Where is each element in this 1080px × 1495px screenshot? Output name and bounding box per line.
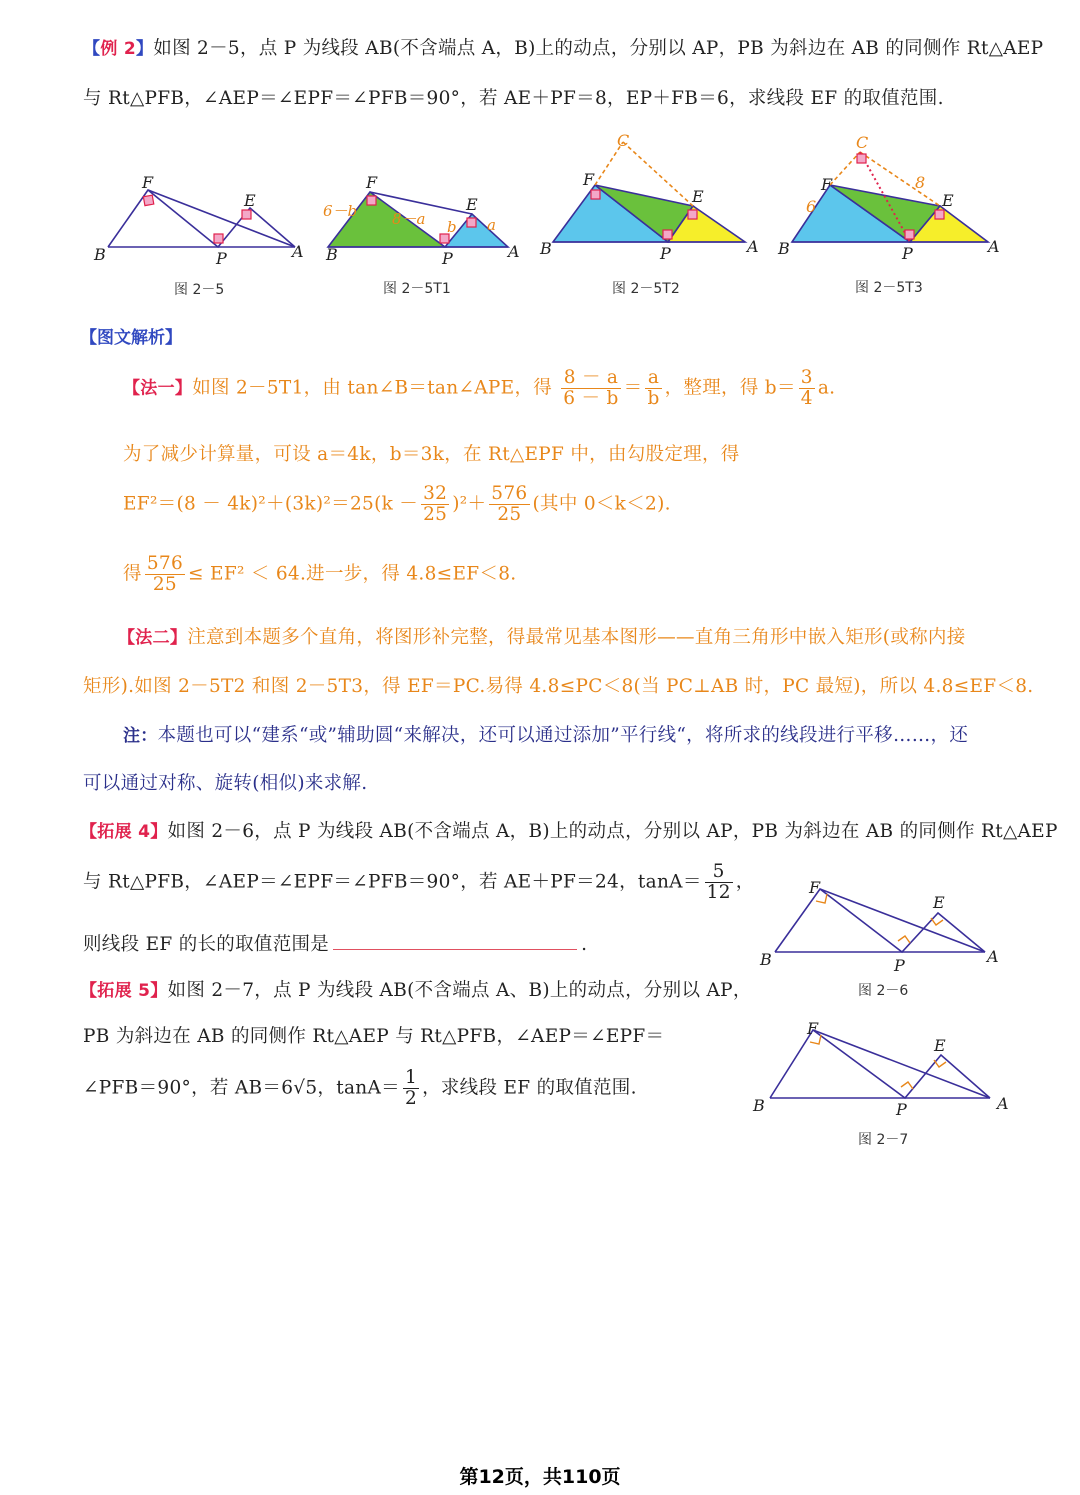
ext5-line2: PB 为斜边在 AB 的同侧作 Rt△AEP 与 Rt△PFB，∠AEP＝∠EPF＝ bbox=[83, 1026, 665, 1047]
fig4-label-a: A bbox=[988, 237, 1000, 256]
example2-tag: 【例 2】 bbox=[83, 39, 154, 59]
method1-line4: 得 $\frac{576}{25}$ ≤ EF² ＜ 64.进一步，得 4.8≤EF＜8. bbox=[123, 553, 517, 595]
method2-tag: 【法二】 bbox=[118, 628, 188, 648]
fig2-label-b-small: b bbox=[447, 218, 457, 236]
method2-line1: 【法二】注意到本题多个直角，将图形补完整，得最常见基本图形——直角三角形中嵌入矩形(或称内接 bbox=[118, 627, 966, 648]
fig2-label-a: A bbox=[508, 242, 520, 261]
fig6-label-p: P bbox=[896, 1100, 907, 1119]
fig3-label-c: C bbox=[617, 131, 630, 150]
fig5-label-e: E bbox=[933, 893, 945, 912]
fig5-label-b: B bbox=[760, 950, 772, 969]
fig4-label-f: F bbox=[821, 175, 833, 194]
note-tag: 注： bbox=[123, 726, 158, 746]
fig1-label-b: B bbox=[94, 245, 106, 264]
figure-2-5T3 bbox=[792, 152, 988, 242]
fig5-caption: 图 2－6 bbox=[858, 983, 909, 999]
figure-2-6 bbox=[755, 875, 1035, 975]
fig6-label-f: F bbox=[807, 1019, 819, 1038]
fig2-caption: 图 2－5T1 bbox=[383, 281, 451, 297]
ext5-line1: 【拓展 5】如图 2－7，点 P 为线段 AB(不含端点 A、B)上的动点，分别以 AP， bbox=[80, 980, 752, 1001]
example2-line1: 【例 2】如图 2－5，点 P 为线段 AB(不含端点 A，B)上的动点，分别以 AP，PB 为斜边在 AB 的同侧作 Rt△AEP bbox=[83, 38, 1044, 59]
method1-line2: 为了减少计算量，可设 a＝4k，b＝3k，在 Rt△EPF 中，由勾股定理，得 bbox=[123, 444, 740, 465]
ext4-tag: 【拓展 4】 bbox=[80, 822, 168, 842]
figure-2-5 bbox=[108, 190, 295, 247]
fig4-label-8: 8 bbox=[915, 173, 926, 192]
ext5-line3: ∠PFB＝90°，若 AB＝6√5，tanA＝ $\frac{1}{2}$ ，求线段 EF 的取值范围. bbox=[83, 1067, 637, 1109]
fig1-caption: 图 2－5 bbox=[174, 282, 225, 298]
fig2-label-e: E bbox=[466, 195, 478, 214]
answer-blank[interactable] bbox=[333, 933, 577, 950]
fig1-label-a: A bbox=[292, 242, 304, 261]
fig3-label-e: E bbox=[692, 187, 704, 206]
figures-row bbox=[80, 130, 1040, 300]
fig4-label-c: C bbox=[856, 133, 869, 152]
figure-2-7 bbox=[745, 1015, 1025, 1120]
analysis-heading: 【图文解析】 bbox=[80, 328, 182, 348]
fig4-label-e: E bbox=[942, 191, 954, 210]
fig3-label-a: A bbox=[747, 237, 759, 256]
fig5-label-p: P bbox=[894, 956, 905, 975]
example2-line2: 与 Rt△PFB，∠AEP＝∠EPF＝∠PFB＝90°，若 AE＋PF＝8，EP＋FB＝6，求线段 EF 的取值范围. bbox=[83, 88, 944, 109]
fig3-label-f: F bbox=[583, 170, 595, 189]
ext4-line1: 【拓展 4】如图 2－6，点 P 为线段 AB(不含端点 A，B)上的动点，分别以 AP，PB 为斜边在 AB 的同侧作 Rt△AEP bbox=[80, 821, 1058, 842]
fig2-label-a-small: a bbox=[487, 216, 496, 234]
ext5-tag: 【拓展 5】 bbox=[80, 981, 168, 1001]
method1-line3: EF²＝(8 － 4k)²＋(3k)²＝25(k － $\frac{32}{25}$ )²＋ $\frac{576}{25}$ (其中 0＜k＜2). bbox=[123, 483, 671, 525]
fig1-label-e: E bbox=[244, 191, 256, 210]
fig1-label-f: F bbox=[142, 173, 154, 192]
fig6-label-e: E bbox=[934, 1036, 946, 1055]
method1-line1: 【法一】如图 2－5T1，由 tan∠B＝tan∠APE，得 $\frac{8 - a}{6 - b}$ ＝ $\frac{a}{b}$ ，整理，得 b＝ $\frac{3}{4}$ a. bbox=[123, 367, 836, 409]
ext4-line2: 与 Rt△PFB，∠AEP＝∠EPF＝∠PFB＝90°，若 AE＋PF＝24，tanA＝ $\frac{5}{12}$ ， bbox=[83, 861, 755, 903]
fig2-label-p: P bbox=[442, 249, 453, 268]
fig4-caption: 图 2－5T3 bbox=[855, 280, 923, 296]
ext4-line3: 则线段 EF 的长的取值范围是 . bbox=[83, 934, 588, 955]
fig4-label-b: B bbox=[778, 239, 790, 258]
fig6-label-b: B bbox=[753, 1096, 765, 1115]
fig2-label-b: B bbox=[326, 245, 338, 264]
fig2-label-8-a: 8－a bbox=[392, 210, 426, 228]
fig2-label-6-b: 6－b bbox=[323, 202, 358, 220]
fig4-label-p: P bbox=[902, 244, 913, 263]
fig2-label-f: F bbox=[366, 173, 378, 192]
method2-line2: 矩形).如图 2－5T2 和图 2－5T3，得 EF＝PC.易得 4.8≤PC＜8(当 PC⊥AB 时，PC 最短)，所以 4.8≤EF＜8. bbox=[83, 676, 1034, 697]
page-footer: 第12页，共110页 bbox=[459, 1466, 621, 1488]
fig5-label-f: F bbox=[809, 878, 821, 897]
fig4-label-6: 6 bbox=[806, 197, 817, 216]
note-line1: 注：本题也可以“建系“或”辅助圆“来解决，还可以通过添加”平行线“，将所求的线段进行平移……，还 bbox=[123, 725, 969, 746]
fig6-caption: 图 2－7 bbox=[858, 1132, 909, 1148]
fig6-label-a: A bbox=[997, 1094, 1009, 1113]
fig3-caption: 图 2－5T2 bbox=[612, 281, 680, 297]
fig5-label-a: A bbox=[987, 947, 999, 966]
fig3-label-p: P bbox=[660, 244, 671, 263]
figure-2-5T2 bbox=[553, 142, 745, 242]
fig3-label-b: B bbox=[540, 239, 552, 258]
method1-tag: 【法一】 bbox=[123, 378, 193, 399]
note-line2: 可以通过对称、旋转(相似)来求解. bbox=[83, 773, 368, 794]
fig1-label-p: P bbox=[216, 249, 227, 268]
